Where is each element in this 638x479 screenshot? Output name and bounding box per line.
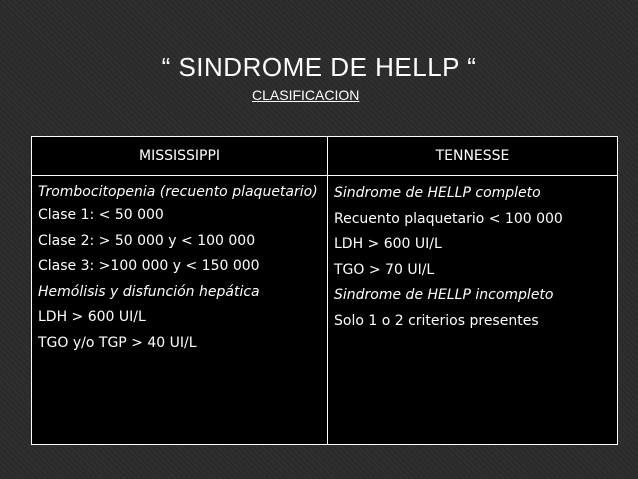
tennesse-item-incomplete: Sindrome de HELLP incompleto	[334, 287, 554, 303]
mississippi-item-class-2: Clase 2: > 50 000 y < 100 000	[38, 232, 256, 249]
mississippi-item-ldh: LDH > 600 UI/L	[38, 309, 146, 325]
tennesse-item-ldh: LDH > 600 UI/L	[334, 236, 442, 252]
tennesse-item-platelets: Recuento plaquetario < 100 000	[334, 210, 563, 227]
table-row	[32, 176, 618, 445]
tennesse-item-criteria: Solo 1 o 2 criterios presentes	[334, 312, 539, 329]
table-header-row	[32, 137, 618, 176]
mississippi-item-hemolysis: Hemólisis y disfunción hepática	[38, 283, 260, 300]
tennesse-item-complete: Sindrome de HELLP completo	[334, 185, 541, 201]
classification-table	[31, 136, 618, 445]
slide-title: “ SINDROME DE HELLP “	[161, 52, 477, 82]
mississippi-item-class-3: Clase 3: >100 000 y < 150 000	[38, 258, 260, 274]
slide-subtitle: CLASIFICACION	[252, 87, 360, 103]
tennesse-item-tgo: TGO > 70 UI/L	[334, 261, 435, 278]
tennesse-criteria-cell	[328, 176, 618, 445]
mississippi-criteria-cell	[32, 176, 328, 445]
mississippi-item-class-1: Clase 1: < 50 000	[38, 207, 164, 223]
mississippi-item-thrombocytopenia: Trombocitopenia (recuento plaquetario)	[38, 184, 318, 200]
mississippi-item-tgo-tgp: TGO y/o TGP > 40 UI/L	[38, 334, 197, 351]
header-mississippi: MISSISSIPPI	[32, 137, 328, 176]
header-tennesse: TENNESSE	[328, 137, 618, 176]
